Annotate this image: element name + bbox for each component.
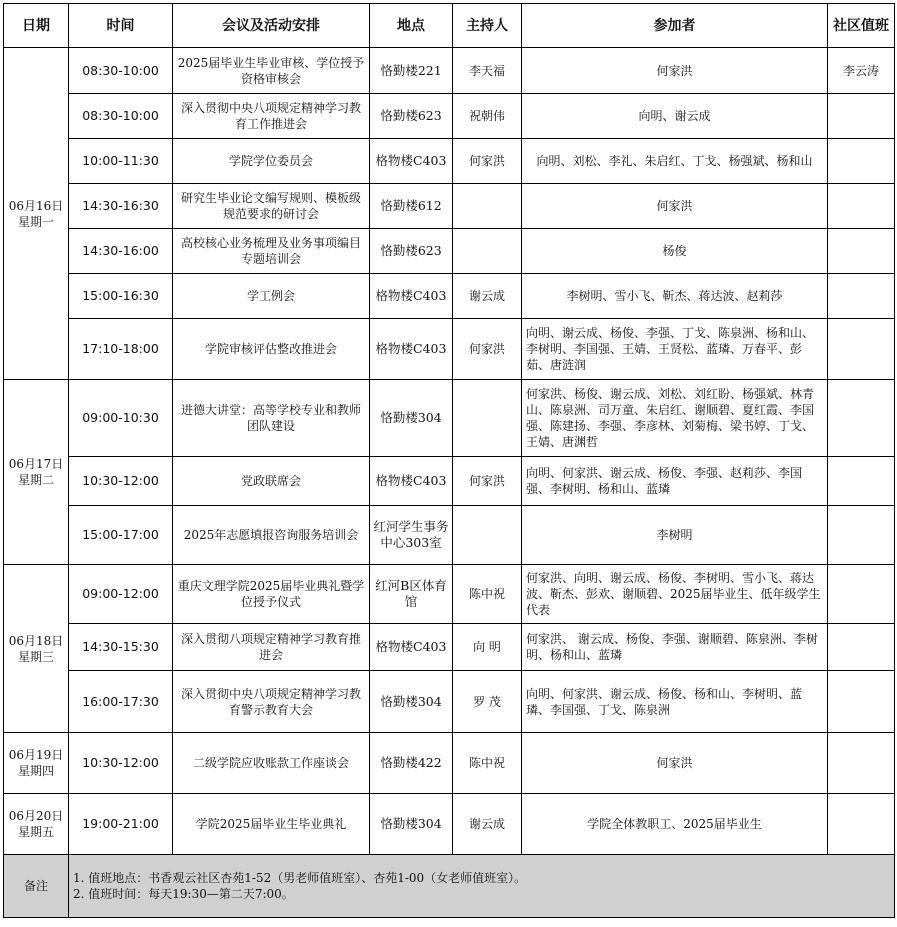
location-cell: 格物楼C403 <box>370 457 453 506</box>
attendees-cell: 向明、何家洪、谢云成、杨俊、杨和山、李树明、蓝璘、李国强、丁戈、陈泉洲 <box>522 671 828 733</box>
location-cell: 恪勤楼221 <box>370 48 453 94</box>
duty-cell <box>828 274 895 319</box>
date-cell: 06月16日 星期一 <box>4 48 69 380</box>
duty-cell: 李云涛 <box>828 48 895 94</box>
duty-cell <box>828 794 895 855</box>
time-cell: 09:00-10:30 <box>69 380 173 457</box>
duty-cell <box>828 94 895 139</box>
host-cell: 向 明 <box>453 624 522 671</box>
table-row <box>4 184 895 229</box>
event-cell: 深入贯彻中央八项规定精神学习教育工作推进会 <box>173 94 370 139</box>
location-cell: 恪勤楼304 <box>370 380 453 457</box>
duty-cell <box>828 184 895 229</box>
attendees-cell: 何家洪、杨俊、谢云成、刘松、刘红盼、杨强斌、林青山、陈泉洲、司万童、朱启红、谢顺碧、夏红霞、李国强、陈建扬、李强、李彦林、刘菊梅、梁书婷、丁戈、王婧、唐渊哲 <box>522 380 828 457</box>
attendees-cell: 向明、谢云成、杨俊、李强、丁戈、陈泉洲、杨和山、李树明、李国强、王婧、王贤松、蓝璘、万春平、彭茹、唐涟润 <box>522 319 828 380</box>
host-cell: 谢云成 <box>453 794 522 855</box>
event-cell: 重庆文理学院2025届毕业典礼暨学位授予仪式 <box>173 565 370 624</box>
location-cell: 格物楼C403 <box>370 139 453 184</box>
table-row <box>4 48 895 94</box>
attendees-cell: 向明、刘松、李礼、朱启红、丁戈、杨强斌、杨和山 <box>522 139 828 184</box>
time-cell: 19:00-21:00 <box>69 794 173 855</box>
header-row <box>4 4 895 48</box>
attendees-cell: 何家洪 <box>522 733 828 794</box>
table-row <box>4 671 895 733</box>
notes-line-2: 2. 值班时间：每天19:30—第二天7:00。 <box>73 887 294 901</box>
attendees-cell: 李树明 <box>522 506 828 565</box>
host-cell: 李天福 <box>453 48 522 94</box>
location-cell: 恪勤楼422 <box>370 733 453 794</box>
duty-cell <box>828 624 895 671</box>
host-cell: 祝朝伟 <box>453 94 522 139</box>
header-time: 时间 <box>69 4 173 48</box>
time-cell: 14:30-16:00 <box>69 229 173 274</box>
notes-row <box>4 855 895 918</box>
location-cell: 恪勤楼304 <box>370 794 453 855</box>
header-date: 日期 <box>4 4 69 48</box>
location-cell: 格物楼C403 <box>370 274 453 319</box>
host-cell: 何家洪 <box>453 139 522 184</box>
location-cell: 恪勤楼623 <box>370 229 453 274</box>
event-cell: 高校核心业务梳理及业务事项编目专题培训会 <box>173 229 370 274</box>
date-cell: 06月20日 星期五 <box>4 794 69 855</box>
time-cell: 10:30-12:00 <box>69 733 173 794</box>
event-cell: 深入贯彻中央八项规定精神学习教育警示教育大会 <box>173 671 370 733</box>
duty-cell <box>828 565 895 624</box>
time-cell: 08:30-10:00 <box>69 94 173 139</box>
location-cell: 恪勤楼623 <box>370 94 453 139</box>
time-cell: 17:10-18:00 <box>69 319 173 380</box>
event-cell: 学工例会 <box>173 274 370 319</box>
host-cell <box>453 229 522 274</box>
host-cell: 陈中祝 <box>453 733 522 794</box>
duty-cell <box>828 671 895 733</box>
host-cell <box>453 380 522 457</box>
header-duty: 社区值班 <box>828 4 895 48</box>
table-row <box>4 624 895 671</box>
time-cell: 08:30-10:00 <box>69 48 173 94</box>
time-cell: 14:30-16:30 <box>69 184 173 229</box>
table-row <box>4 794 895 855</box>
event-cell: 2025年志愿填报咨询服务培训会 <box>173 506 370 565</box>
time-cell: 10:30-12:00 <box>69 457 173 506</box>
date-cell: 06月17日 星期二 <box>4 380 69 565</box>
attendees-cell: 何家洪 <box>522 48 828 94</box>
event-cell: 2025届毕业生毕业审核、学位授予资格审核会 <box>173 48 370 94</box>
event-cell: 深入贯彻八项规定精神学习教育推进会 <box>173 624 370 671</box>
event-cell: 进德大讲堂：高等学校专业和教师团队建设 <box>173 380 370 457</box>
header-attendees: 参加者 <box>522 4 828 48</box>
date-cell: 06月19日 星期四 <box>4 733 69 794</box>
date-cell: 06月18日 星期三 <box>4 565 69 733</box>
location-cell: 红河B区体育馆 <box>370 565 453 624</box>
location-cell: 恪勤楼304 <box>370 671 453 733</box>
table-row <box>4 139 895 184</box>
duty-cell <box>828 457 895 506</box>
location-cell: 恪勤楼612 <box>370 184 453 229</box>
header-host: 主持人 <box>453 4 522 48</box>
attendees-cell: 何家洪、 谢云成、杨俊、李强、谢顺碧、陈泉洲、李树明、杨和山、蓝璘 <box>522 624 828 671</box>
attendees-cell: 杨俊 <box>522 229 828 274</box>
host-cell <box>453 506 522 565</box>
attendees-cell: 向明、何家洪、谢云成、杨俊、李强、赵莉莎、李国强、李树明、杨和山、蓝璘 <box>522 457 828 506</box>
attendees-cell: 何家洪、向明、谢云成、杨俊、李树明、雪小飞、蒋达波、靳杰、彭欢、谢顺碧、2025届毕业生、低年级学生代表 <box>522 565 828 624</box>
event-cell: 党政联席会 <box>173 457 370 506</box>
host-cell: 何家洪 <box>453 457 522 506</box>
time-cell: 15:00-17:00 <box>69 506 173 565</box>
time-cell: 10:00-11:30 <box>69 139 173 184</box>
host-cell: 罗 茂 <box>453 671 522 733</box>
table-row <box>4 506 895 565</box>
table-row <box>4 733 895 794</box>
duty-cell <box>828 229 895 274</box>
duty-cell <box>828 506 895 565</box>
attendees-cell: 学院全体教职工、2025届毕业生 <box>522 794 828 855</box>
host-cell: 陈中祝 <box>453 565 522 624</box>
time-cell: 14:30-15:30 <box>69 624 173 671</box>
table-row <box>4 319 895 380</box>
host-cell <box>453 184 522 229</box>
host-cell: 谢云成 <box>453 274 522 319</box>
duty-cell <box>828 139 895 184</box>
table-row <box>4 229 895 274</box>
duty-cell <box>828 380 895 457</box>
header-event: 会议及活动安排 <box>173 4 370 48</box>
duty-cell <box>828 319 895 380</box>
schedule-table <box>3 3 895 918</box>
event-cell: 学院2025届毕业生毕业典礼 <box>173 794 370 855</box>
attendees-cell: 向明、谢云成 <box>522 94 828 139</box>
location-cell: 格物楼C403 <box>370 319 453 380</box>
event-cell: 学院审核评估整改推进会 <box>173 319 370 380</box>
event-cell: 二级学院应收账款工作座谈会 <box>173 733 370 794</box>
table-row <box>4 94 895 139</box>
event-cell: 学院学位委员会 <box>173 139 370 184</box>
notes-text <box>69 855 895 918</box>
time-cell: 16:00-17:30 <box>69 671 173 733</box>
time-cell: 09:00-12:00 <box>69 565 173 624</box>
host-cell: 何家洪 <box>453 319 522 380</box>
notes-line-1: 1. 值班地点：书香观云社区杏苑1-52（男老师值班室）、杏苑1-00（女老师值班室）。 <box>73 871 527 885</box>
table-row <box>4 380 895 457</box>
table-row <box>4 457 895 506</box>
time-cell: 15:00-16:30 <box>69 274 173 319</box>
location-cell: 格物楼C403 <box>370 624 453 671</box>
table-row <box>4 565 895 624</box>
location-cell: 红河学生事务中心303室 <box>370 506 453 565</box>
header-location: 地点 <box>370 4 453 48</box>
duty-cell <box>828 733 895 794</box>
attendees-cell: 何家洪 <box>522 184 828 229</box>
table-row <box>4 274 895 319</box>
attendees-cell: 李树明、雪小飞、靳杰、蒋达波、赵莉莎 <box>522 274 828 319</box>
event-cell: 研究生毕业论文编写规则、模板级规范要求的研讨会 <box>173 184 370 229</box>
notes-label: 备注 <box>4 855 69 918</box>
